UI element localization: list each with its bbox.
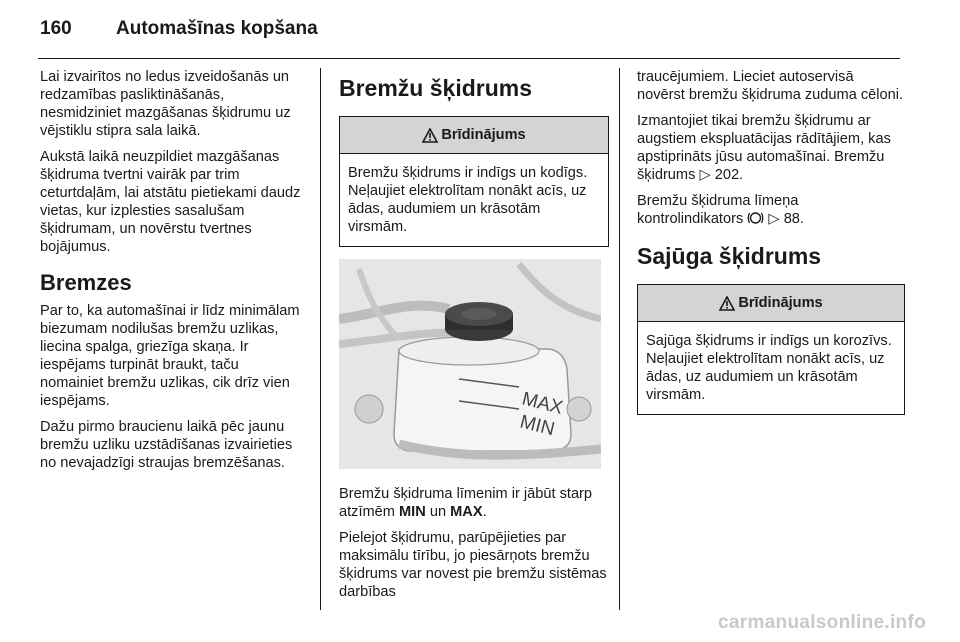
paragraph: Pielejot šķidrumu, parūpējieties par maksimālu tīrību, jo piesārņots bremžu šķidrums var novest pie bremžu sistēmas darbības xyxy=(339,530,607,600)
warning-header xyxy=(340,117,608,154)
brake-warning-indicator-icon xyxy=(747,211,764,225)
paragraph: Izmantojiet tikai bremžu šķidrumu ar augstiem ekspluatācijas rādītājiem, kas apstiprināts jūsu automašīnai. Bremžu šķidrums ▷ 202. xyxy=(637,113,891,183)
column-2 xyxy=(339,68,609,609)
paragraph: traucējumiem. Lieciet autoservisā novērst bremžu šķidruma zuduma cēloni. xyxy=(637,69,904,103)
column-divider-1 xyxy=(320,68,321,610)
page-reference-arrow-icon: ▷ xyxy=(699,167,711,183)
header-rule xyxy=(38,58,900,59)
paragraph: Bremžu šķidruma līmeņa kontrolindikators ▷ 88. xyxy=(637,193,804,227)
page-reference[interactable]: 88. xyxy=(783,211,804,227)
paragraph: Dažu pirmo braucienu laikā pēc jaunu bremžu uzliku uzstādīšanas izvairieties no nevajadzīgi straujas bremzēšanas. xyxy=(40,419,293,471)
section-heading-brakes: Bremzes xyxy=(40,270,132,295)
warning-header xyxy=(638,285,904,322)
brake-fluid-reservoir-illustration xyxy=(339,259,601,469)
warning-box xyxy=(339,116,609,247)
warning-text: Bremžu šķidrums ir indīgs un kodīgs. Neļaujiet elektrolītam nonākt acīs, uz ādas, audumiem un krāsotām virsmām. xyxy=(348,165,588,235)
page-reference-arrow-icon: ▷ xyxy=(768,211,780,227)
page-title: Automašīnas kopšana xyxy=(116,18,318,39)
paragraph: Par to, ka automašīnai ir līdz minimālam biezumam nodilušas bremžu uzlikas, liecina spalga, griezīga skaņa. Ir iespējams turpināt braukt, taču nomainiet bremžu uzlikas, cik drīz vien iespējams. xyxy=(40,303,300,409)
page-number: 160 xyxy=(40,18,72,39)
paragraph: Bremžu šķidruma līmenim ir jābūt starp atzīmēm MIN un MAX. xyxy=(339,486,593,520)
section-heading-clutch-fluid: Sajūga šķidrums xyxy=(637,243,822,269)
min-label: MIN xyxy=(399,504,426,520)
column-divider-2 xyxy=(619,68,620,610)
warning-title: Brīdinājums xyxy=(738,295,823,311)
paragraph: Lai izvairītos no ledus izveidošanās un redzamības pasliktināšanās, nesmidziniet mazgāšanas šķidrumu uz vējstiklu stipra sala laikā. xyxy=(40,69,291,139)
column-3 xyxy=(637,68,905,427)
paragraph: Aukstā laikā neuzpildiet mazgāšanas šķidruma tvertni vairāk par trim ceturtdaļām, lai atstātu pietiekami daudz vietas, kur izplesties sasalušam šķidrumam, un novērstu tvertnes bojājumus. xyxy=(40,149,301,255)
section-heading-brake-fluid: Bremžu šķidrums xyxy=(339,75,533,101)
warning-triangle-icon xyxy=(422,128,438,143)
column-1 xyxy=(40,68,306,480)
min-mark-label: MIN xyxy=(517,411,557,441)
page-header xyxy=(40,18,318,48)
watermark: carmanualsonline.info xyxy=(718,612,926,633)
page-reference[interactable]: 202. xyxy=(714,167,744,183)
warning-triangle-icon xyxy=(719,296,735,311)
max-mark-label: MAX xyxy=(519,388,565,419)
max-label: MAX xyxy=(450,504,483,520)
warning-title: Brīdinājums xyxy=(441,127,526,143)
warning-text: Sajūga šķidrums ir indīgs un korozīvs. Neļaujiet elektrolītam nonākt acīs, uz ādas, uz audumiem un krāsotām virsmām. xyxy=(646,333,892,403)
warning-box xyxy=(637,284,905,415)
